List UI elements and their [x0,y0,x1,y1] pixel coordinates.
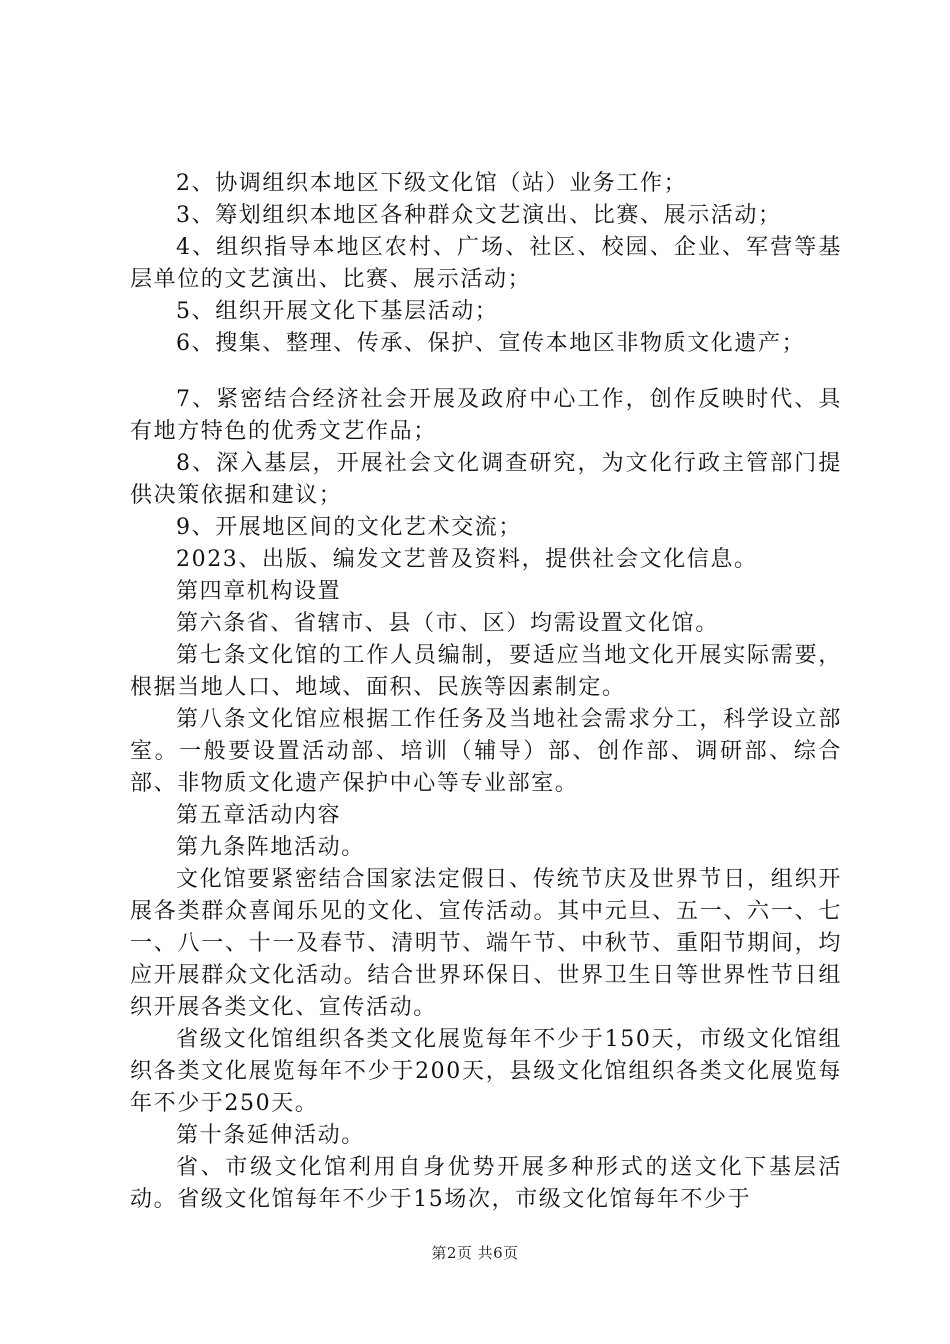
page-indicator: 第2页 共6页 [431,1244,519,1262]
paragraph-item-4: 4、组织指导本地区农村、广场、社区、校园、企业、军营等基层单位的文艺演出、比赛、展示活动； [130,235,842,292]
article-9-body: 文化馆要紧密结合国家法定假日、传统节庆及世界节日，组织开展各类群众喜闻乐见的文化、宣传活动。其中元旦、五一、六一、七一、八一、十一及春节、清明节、端午节、中秋节、重阳节期间，均应开展群众文化活动。结合世界环保日、世界卫生日等世界性节日组织开展各类文化、宣传活动。 [130,867,842,1020]
paragraph-item-3: 3、筹划组织本地区各种群众文艺演出、比赛、展示活动； [176,203,782,228]
paragraph-item-6: 6、搜集、整理、传承、保护、宣传本地区非物质文化遗产； [176,331,806,356]
chapter-heading-4: 第四章机构设置 [176,579,342,604]
article-6: 第六条省、省辖市、县（市、区）均需设置文化馆。 [176,611,719,636]
paragraph-item-2: 2、协调组织本地区下级文化馆（站）业务工作； [176,171,688,196]
paragraph-item-9: 9、开展地区间的文化艺术交流； [176,515,522,540]
document-body [130,168,842,1216]
chapter-heading-5: 第五章活动内容 [176,803,342,828]
article-10: 第十条延伸活动。 [176,1123,365,1148]
paragraph-item-2023: 2023、出版、编发文艺普及资料，提供社会文化信息。 [176,547,758,572]
article-7: 第七条文化馆的工作人员编制，要适应当地文化开展实际需要，根据当地人口、地域、面积、民族等因素制定。 [130,643,842,700]
paragraph-item-7: 7、紧密结合经济社会开展及政府中心工作，创作反映时代、具有地方特色的优秀文艺作品； [130,387,842,444]
article-9: 第九条阵地活动。 [176,835,365,860]
article-9-exhibitions: 省级文化馆组织各类文化展览每年不少于150天，市级文化馆组织各类文化展览每年不少于200天，县级文化馆组织各类文化展览每年不少于250天。 [130,1027,842,1116]
article-10-body: 省、市级文化馆利用自身优势开展多种形式的送文化下基层活动。省级文化馆每年不少于15场次，市级文化馆每年不少于 [130,1155,842,1212]
paragraph-item-5: 5、组织开展文化下基层活动； [176,299,499,324]
article-8: 第八条文化馆应根据工作任务及当地社会需求分工，科学设立部室。一般要设置活动部、培训（辅导）部、创作部、调研部、综合部、非物质文化遗产保护中心等专业部室。 [130,707,842,796]
paragraph-item-8: 8、深入基层，开展社会文化调查研究，为文化行政主管部门提供决策依据和建议； [130,451,842,508]
